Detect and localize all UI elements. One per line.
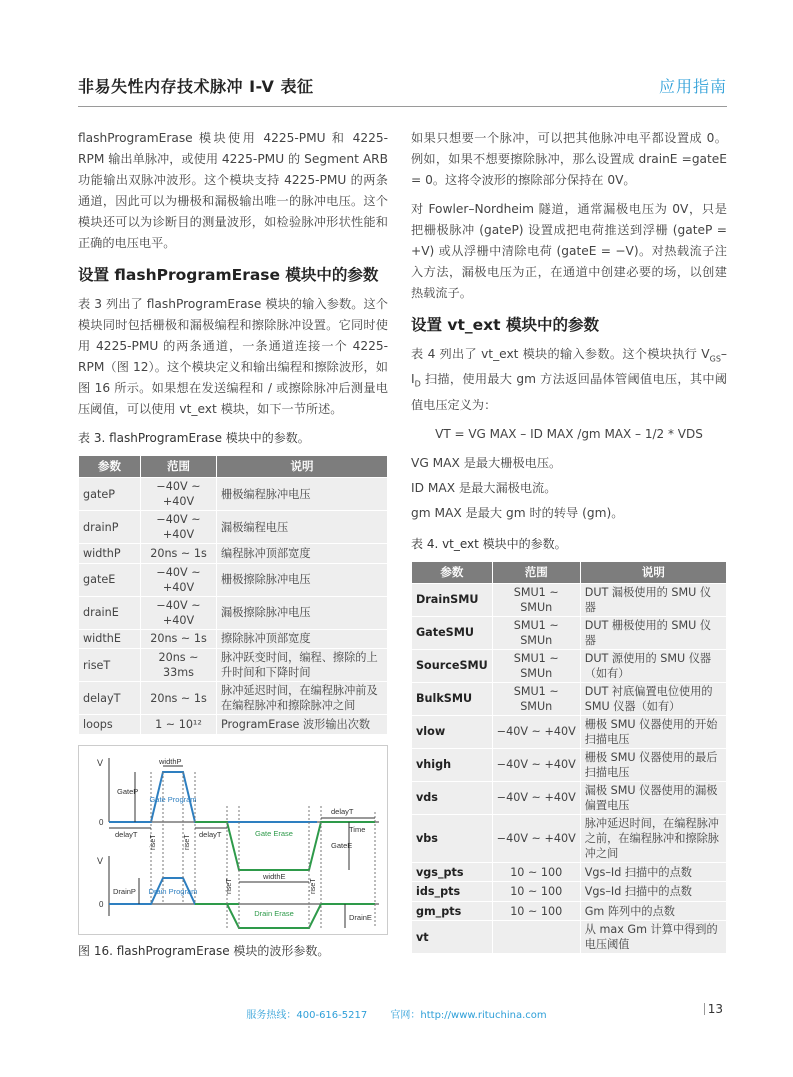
table-cell — [492, 921, 580, 954]
header-divider — [78, 106, 727, 107]
table-cell: −40V ~ +40V — [492, 781, 580, 814]
table-cell: 漏极编程电压 — [217, 511, 388, 544]
table-cell: 20ns ~ 1s — [141, 544, 217, 564]
table-cell: DrainSMU — [412, 583, 493, 616]
table-cell: 脉冲延迟时间，在编程脉冲前及在编程脉冲和擦除脉冲之间 — [217, 682, 388, 715]
table-row — [79, 649, 388, 682]
gate-program-label: Gate Program — [149, 794, 197, 804]
table-row — [79, 563, 388, 596]
table-cell: 擦除脉冲顶部宽度 — [217, 629, 388, 649]
section-heading-flashprogramerase: 设置 flashProgramErase 模块中的参数 — [78, 266, 379, 284]
single-pulse-paragraph: 如果只想要一个脉冲，可以把其他脉冲电平都设置成 0。例如，如果不想要擦除脉冲，那么设置成 drainE =gateE = 0。这将令波形的擦除部分保持在 0V。 — [411, 131, 727, 187]
table-cell: ids_pts — [412, 882, 493, 902]
drain-erase-label: Drain Erase — [254, 908, 294, 918]
table-cell: vds — [412, 781, 493, 814]
table-cell: 栅极 SMU 仪器使用的最后扫描电压 — [580, 748, 726, 781]
fowler-nordheim-paragraph: 对 Fowler–Nordheim 隧道，通常漏极电压为 0V，只是把栅极脉冲 (gateP) 设置成把电荷推送到浮栅 (gateP = +V) 或从浮栅中清除电荷 (gateE = −V)。对热载流子注入方法，漏极电压为正，在通道中创建必要的场，以创建热载流子。 — [411, 202, 727, 300]
time-label: Time — [349, 824, 366, 834]
gateE-label: GateE — [331, 840, 353, 850]
table-cell: vhigh — [412, 748, 493, 781]
table-row — [412, 748, 727, 781]
table-cell: 20ns ~ 1s — [141, 682, 217, 715]
table-header-cell: 说明 — [217, 456, 388, 478]
subscript: D — [414, 379, 421, 389]
vt-ext-intro-paragraph — [411, 344, 727, 416]
table-cell: vlow — [412, 715, 493, 748]
table-cell: gm_pts — [412, 901, 493, 921]
delayT-mid-label: delayT — [199, 829, 222, 839]
table-cell: −40V ~ +40V — [141, 596, 217, 629]
table-cell: GateSMU — [412, 616, 493, 649]
riseT-label-2: riseT — [184, 833, 191, 850]
threshold-formula: VT = VG MAX – ID MAX /gm MAX – 1/2 * VDS — [435, 426, 703, 441]
top-zero-label: 0 — [99, 817, 104, 827]
table-row — [79, 682, 388, 715]
table-cell: SourceSMU — [412, 649, 493, 682]
drainE-label: DrainE — [349, 912, 372, 922]
text-run: –I — [411, 347, 727, 387]
waveform-svg — [79, 746, 387, 934]
table-cell: 10 ~ 100 — [492, 862, 580, 882]
table-cell: loops — [79, 715, 141, 735]
table-cell: vgs_pts — [412, 862, 493, 882]
gate-erase-label: Gate Erase — [255, 828, 293, 838]
table-cell: SMU1 ~ SMUn — [492, 583, 580, 616]
table-row — [412, 814, 727, 862]
page-header-section: 应用指南 — [658, 77, 727, 96]
table-3 — [78, 455, 388, 735]
table-header-cell: 范围 — [492, 561, 580, 583]
table-cell: −40V ~ +40V — [141, 478, 217, 511]
table-cell: −40V ~ +40V — [492, 748, 580, 781]
table-cell: DUT 栅极使用的 SMU 仪器 — [580, 616, 726, 649]
table-row — [412, 616, 727, 649]
definition-vgmax: VG MAX 是最大栅极电压。 — [411, 455, 562, 470]
table3-intro-paragraph: 表 3 列出了 flashProgramErase 模块的输入参数。这个模块同时包括栅极和漏极编程和擦除脉冲设置。它同时使用 4225-PMU 的两条通道，一条通道连接一个 4225-RPM（图 12）。这个模块定义和输出编程和擦除波形，如图 16 所示。如果想在发送编程和 / 或擦除脉冲后测量电压阈值，可以使用 vt_ext 模块，如下一节所述。 — [78, 297, 388, 416]
table-cell: 栅极擦除脉冲电压 — [217, 563, 388, 596]
right-column — [411, 128, 727, 954]
figure16-caption: 图 16. flashProgramErase 模块的波形参数。 — [78, 943, 330, 958]
subscript: GS — [709, 354, 721, 364]
table-row — [412, 682, 727, 715]
waveform-diagram — [78, 745, 388, 935]
table4-caption: 表 4. vt_ext 模块中的参数。 — [411, 536, 567, 551]
table-header-cell: 说明 — [580, 561, 726, 583]
table-cell: SMU1 ~ SMUn — [492, 649, 580, 682]
intro-paragraph: flashProgramErase 模块使用 4225-PMU 和 4225-RPM 输出单脉冲，或使用 4225-PMU 的 Segment ARB 功能输出双脉冲波形。这个模块支持 4225-PMU 的两条通道，因此可以为栅极和漏极输出唯一的脉冲电压。这个模块还可以为诊断目的测量波形，如检验脉冲形状性能和正确的电压电平。 — [78, 131, 388, 250]
table3-caption: 表 3. flashProgramErase 模块中的参数。 — [78, 431, 310, 445]
table-cell: 漏极 SMU 仪器使用的漏极偏置电压 — [580, 781, 726, 814]
table-cell: 脉冲延迟时间，在编程脉冲之前，在编程脉冲和擦除脉冲之间 — [580, 814, 726, 862]
page-footer — [0, 1006, 793, 1021]
table-cell: −40V ~ +40V — [492, 814, 580, 862]
table-row — [412, 862, 727, 882]
table-cell: 漏极擦除脉冲电压 — [217, 596, 388, 629]
table-4 — [411, 561, 727, 955]
table-cell: gateP — [79, 478, 141, 511]
table-row — [79, 596, 388, 629]
delayT-right-label: delayT — [331, 806, 354, 816]
table-cell: 10 ~ 100 — [492, 882, 580, 902]
table-cell: −40V ~ +40V — [492, 715, 580, 748]
text-run: 扫描，使用最大 gm 方法返回晶体管阈值电压，其中阈值电压定义为： — [411, 372, 727, 412]
table-cell: drainP — [79, 511, 141, 544]
table-cell: DUT 漏极使用的 SMU 仪器 — [580, 583, 726, 616]
table-cell: widthP — [79, 544, 141, 564]
table-cell: gateE — [79, 563, 141, 596]
page-header-title: 非易失性内存技术脉冲 I-V 表征 — [78, 77, 314, 96]
definition-gmmax: gm MAX 是最大 gm 时的转导 (gm)。 — [411, 505, 624, 520]
table-cell: Vgs–Id 扫描中的点数 — [580, 862, 726, 882]
table-cell: 栅极编程脉冲电压 — [217, 478, 388, 511]
table-row — [79, 629, 388, 649]
table-row — [412, 583, 727, 616]
page-number: 13 — [707, 1002, 723, 1016]
table-cell: −40V ~ +40V — [141, 511, 217, 544]
table-cell: 栅极 SMU 仪器使用的开始扫描电压 — [580, 715, 726, 748]
table-header-row — [412, 561, 727, 583]
table-row — [79, 478, 388, 511]
table-cell: Gm 阵列中的点数 — [580, 901, 726, 921]
table-header-cell: 参数 — [412, 561, 493, 583]
table-cell: delayT — [79, 682, 141, 715]
bottom-v-label: V — [97, 855, 104, 866]
table-cell: 脉冲跃变时间，编程、擦除的上升时间和下降时间 — [217, 649, 388, 682]
table-cell: widthE — [79, 629, 141, 649]
top-v-label: V — [97, 757, 104, 768]
table-cell: DUT 源使用的 SMU 仪器（如有） — [580, 649, 726, 682]
drain-program-label: Drain Program — [148, 886, 198, 896]
table-row — [412, 901, 727, 921]
table-cell: BulkSMU — [412, 682, 493, 715]
table-cell: −40V ~ +40V — [141, 563, 217, 596]
text-run: 表 4 列出了 vt_ext 模块的输入参数。这个模块执行 V — [411, 347, 710, 361]
riseT-label-3: riseT — [226, 877, 233, 894]
table-cell: vt — [412, 921, 493, 954]
table-row — [79, 715, 388, 735]
table-cell: DUT 衬底偏置电位使用的 SMU 仪器（如有） — [580, 682, 726, 715]
widthE-label: widthE — [263, 871, 286, 881]
table-header-row — [79, 456, 388, 478]
drainP-label: DrainP — [113, 886, 136, 896]
page-number-divider — [704, 1003, 705, 1015]
table-cell: 从 max Gm 计算中得到的电压阈值 — [580, 921, 726, 954]
table-cell: ProgramErase 波形输出次数 — [217, 715, 388, 735]
table-row — [412, 649, 727, 682]
table-cell: drainE — [79, 596, 141, 629]
bottom-zero-label: 0 — [99, 899, 104, 909]
table-cell: 1 ~ 10¹² — [141, 715, 217, 735]
table-cell: SMU1 ~ SMUn — [492, 682, 580, 715]
delayT-left-label: delayT — [115, 829, 138, 839]
table-cell: 编程脉冲顶部宽度 — [217, 544, 388, 564]
table-cell: vbs — [412, 814, 493, 862]
table-header-cell: 参数 — [79, 456, 141, 478]
table-row — [412, 882, 727, 902]
table-cell: 20ns ~ 1s — [141, 629, 217, 649]
table-cell: 20ns ~ 33ms — [141, 649, 217, 682]
section-heading-vt-ext: 设置 vt_ext 模块中的参数 — [411, 316, 599, 334]
definition-idmax: ID MAX 是最大漏极电流。 — [411, 480, 557, 495]
table-cell: 10 ~ 100 — [492, 901, 580, 921]
table-header-cell: 范围 — [141, 456, 217, 478]
riseT-label-1: riseT — [150, 833, 157, 850]
gateP-label: GateP — [117, 786, 139, 796]
table-row — [412, 921, 727, 954]
table-cell: Vgs–Id 扫描中的点数 — [580, 882, 726, 902]
left-column — [78, 128, 388, 968]
table-cell: SMU1 ~ SMUn — [492, 616, 580, 649]
riseT-label-4: riseT — [310, 877, 317, 894]
table-row — [79, 511, 388, 544]
table-cell: riseT — [79, 649, 141, 682]
widthP-label: widthP — [159, 756, 182, 766]
table-row — [79, 544, 388, 564]
table-row — [412, 715, 727, 748]
footer-website[interactable]: 官网：http://www.rituchina.com — [390, 1010, 547, 1021]
footer-hotline: 服务热线：400-616-5217 — [246, 1010, 368, 1021]
table-row — [412, 781, 727, 814]
